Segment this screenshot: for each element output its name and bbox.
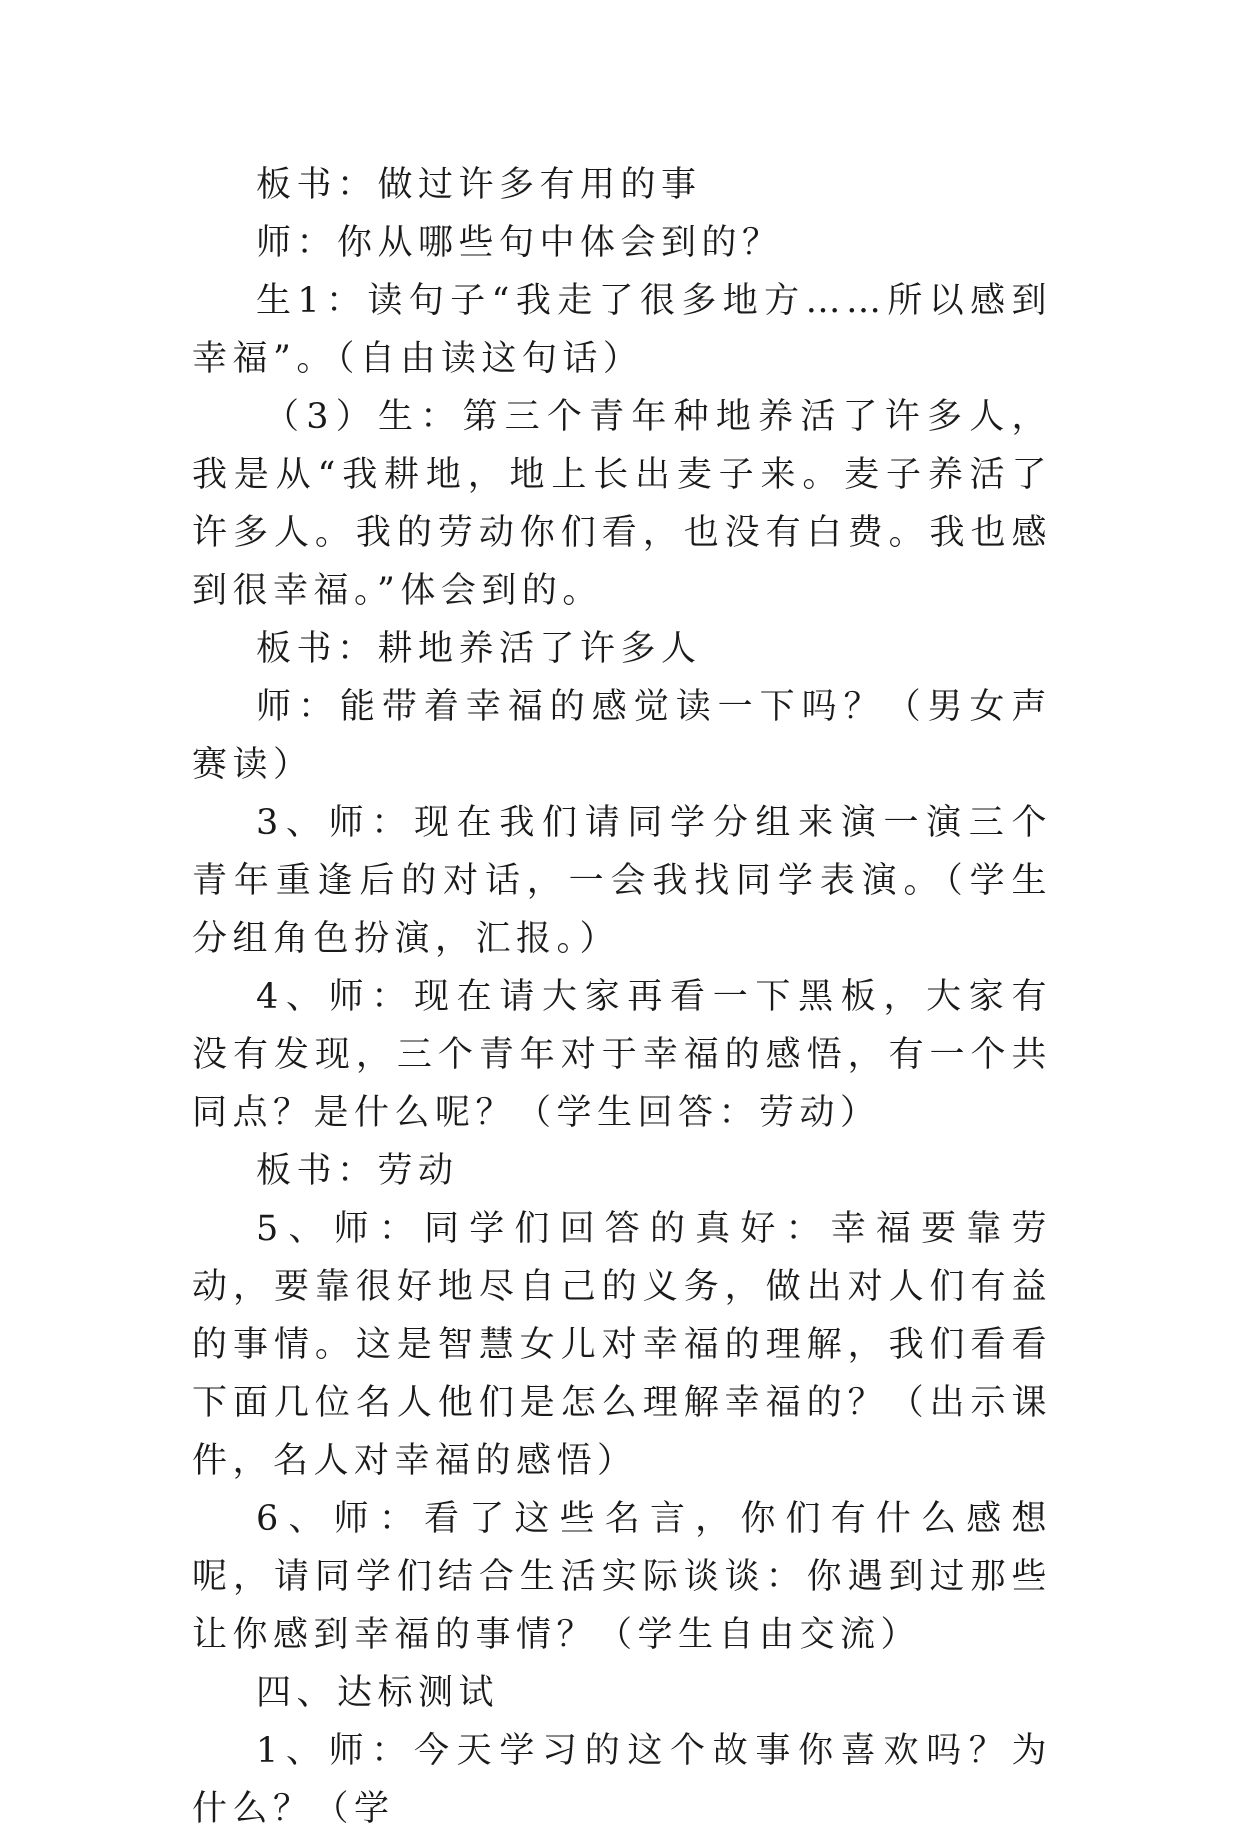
paragraph-step-5-famous-quotes: 5、师：同学们回答的真好：幸福要靠劳动，要靠很好地尽自己的义务，做出对人们有益的事情。这是智慧女儿对幸福的理解，我们看看下面几位名人他们是怎么理解幸福的？（出示课件，名人对幸福的感悟） — [192, 1209, 1052, 1481]
document-body — [192, 156, 1052, 1838]
paragraph-board-note-labor: 板书：劳动 — [256, 1151, 459, 1191]
paragraph-third-youth: （3）生：第三个青年种地养活了许多人，我是从“我耕地，地上长出麦子来。麦子养活了许多人。我的劳动你们看，也没有白费。我也感到很幸福。”体会到的。 — [192, 397, 1052, 611]
paragraph-step-4-common-point: 4、师：现在请大家再看一下黑板，大家有没有发现，三个青年对于幸福的感悟，有一个共同点？是什么呢？（学生回答：劳动） — [192, 977, 1052, 1133]
paragraph-teacher-question: 师：你从哪些句中体会到的？ — [256, 223, 783, 263]
paragraph-step-6-discussion: 6、师：看了这些名言，你们有什么感想呢，请同学们结合生活实际谈谈：你遇到过那些让你感到幸福的事情？（学生自由交流） — [192, 1499, 1052, 1655]
section-heading-assessment: 四、达标测试 — [256, 1673, 500, 1713]
paragraph-step-3-role-play: 3、师：现在我们请同学分组来演一演三个青年重逢后的对话，一会我找同学表演。（学生分组角色扮演，汇报。） — [192, 803, 1052, 959]
paragraph-board-note-farming: 板书：耕地养活了许多人 — [256, 629, 702, 669]
paragraph-student-1-reading: 生1：读句子“我走了很多地方……所以感到幸福”。（自由读这句话） — [192, 281, 1052, 379]
paragraph-assessment-question-1: 1、师：今天学习的这个故事你喜欢吗？为什么？（学 — [192, 1731, 1052, 1829]
paragraph-board-note-useful-things: 板书：做过许多有用的事 — [256, 165, 702, 205]
paragraph-teacher-read-aloud: 师：能带着幸福的感觉读一下吗？（男女声赛读） — [192, 687, 1052, 785]
